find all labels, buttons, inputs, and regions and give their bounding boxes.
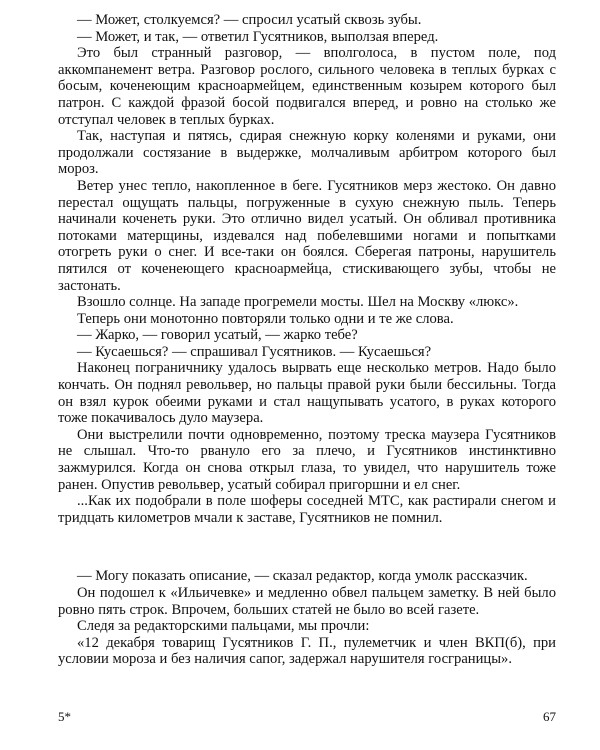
paragraph: — Может, столкуемся? — спросил усатый сквозь зубы. <box>77 12 422 28</box>
paragraph: Это был странный разговор, — вполголоса, в пустом поле, под аккомпанемент ветра. Разговор рослого, сильного человека в теплых бурках с босым, коченеющим красноармейцем, единственным козырем которого был патрон. С каждой фразой босой подвигался вперед, и ровно на столько же отступал человек в теплых бурках. <box>58 45 556 128</box>
paragraph: Следя за редакторскими пальцами, мы прочли: <box>77 618 370 635</box>
paragraph: Он подошел к «Ильичевке» и медленно обвел пальцем заметку. В ней было ровно пять строк. Впрочем, больших статей не было во всей газете. <box>58 585 556 618</box>
paragraph: Взошло солнце. На западе прогремели мосты. Шел на Москву «люкс». <box>77 294 519 311</box>
paragraph: Так, наступая и пятясь, сдирая снежную корку коленями и руками, они продолжали состязание в выдержке, молчаливым арбитром которого был мороз. <box>58 128 556 178</box>
paragraph: Теперь они монотонно повторяли только одни и те же слова. <box>77 310 454 327</box>
paragraph: Они выстрелили почти одновременно, поэтому треска маузера Гусятников не слышал. Что-то рвануло его за плечо, и Гусятников инстинктивно зажмурился. Когда он снова открыл глаза, то увидел, что нарушитель тоже ранен. Опустив револьвер, усатый собирал пригоршни и ел снег. <box>58 426 556 493</box>
paragraph: ...Как их подобрали в поле шоферы соседней МТС, как растирали снегом и тридцать километров мчали к заставе, Гусятников не помнил. <box>58 493 556 526</box>
paragraph: — Может, и так, — ответил Гусятников, выползая вперед. <box>77 28 439 45</box>
page-number: 67 <box>543 709 556 724</box>
paragraph: Наконец пограничнику удалось вырвать еще несколько метров. Надо было кончать. Он поднял револьвер, но пальцы правой руки были бессильны. Тогда он взял курок обеими руками и стал нащупывать усатого, в руках которого тоже покачивалось дуло маузера. <box>58 360 556 427</box>
signature-mark: 5* <box>58 709 71 724</box>
page-text <box>58 12 556 668</box>
paragraph: «12 декабря товарищ Гусятников Г. П., пулеметчик и член ВКП(б), при условии мороза и без наличия сапог, задержал нарушителя госграницы». <box>58 634 556 668</box>
paragraph: — Жарко, — говорил усатый, — жарко тебе? <box>77 327 358 344</box>
paragraph: Ветер унес тепло, накопленное в беге. Гусятников мерз жестоко. Он давно перестал ощущать пальцы, погруженные в сухую снежную пыль. Теперь начинали коченеть руки. Это отлично видел усатый. Он обливал противника потоками матерщины, издевался над побелевшими ногами и попытками отогреть руки о снег. И все-таки он боялся. Сберегая патроны, нарушитель пятился от коченеющего красноармейца, стискивающего зубы, чтобы не застонать. <box>58 177 556 294</box>
paragraph: — Кусаешься? — спрашивал Гусятников. — Кусаешься? <box>77 343 432 360</box>
paragraph: — Могу показать описание, — сказал редактор, когда умолк рассказчик. <box>77 568 528 585</box>
